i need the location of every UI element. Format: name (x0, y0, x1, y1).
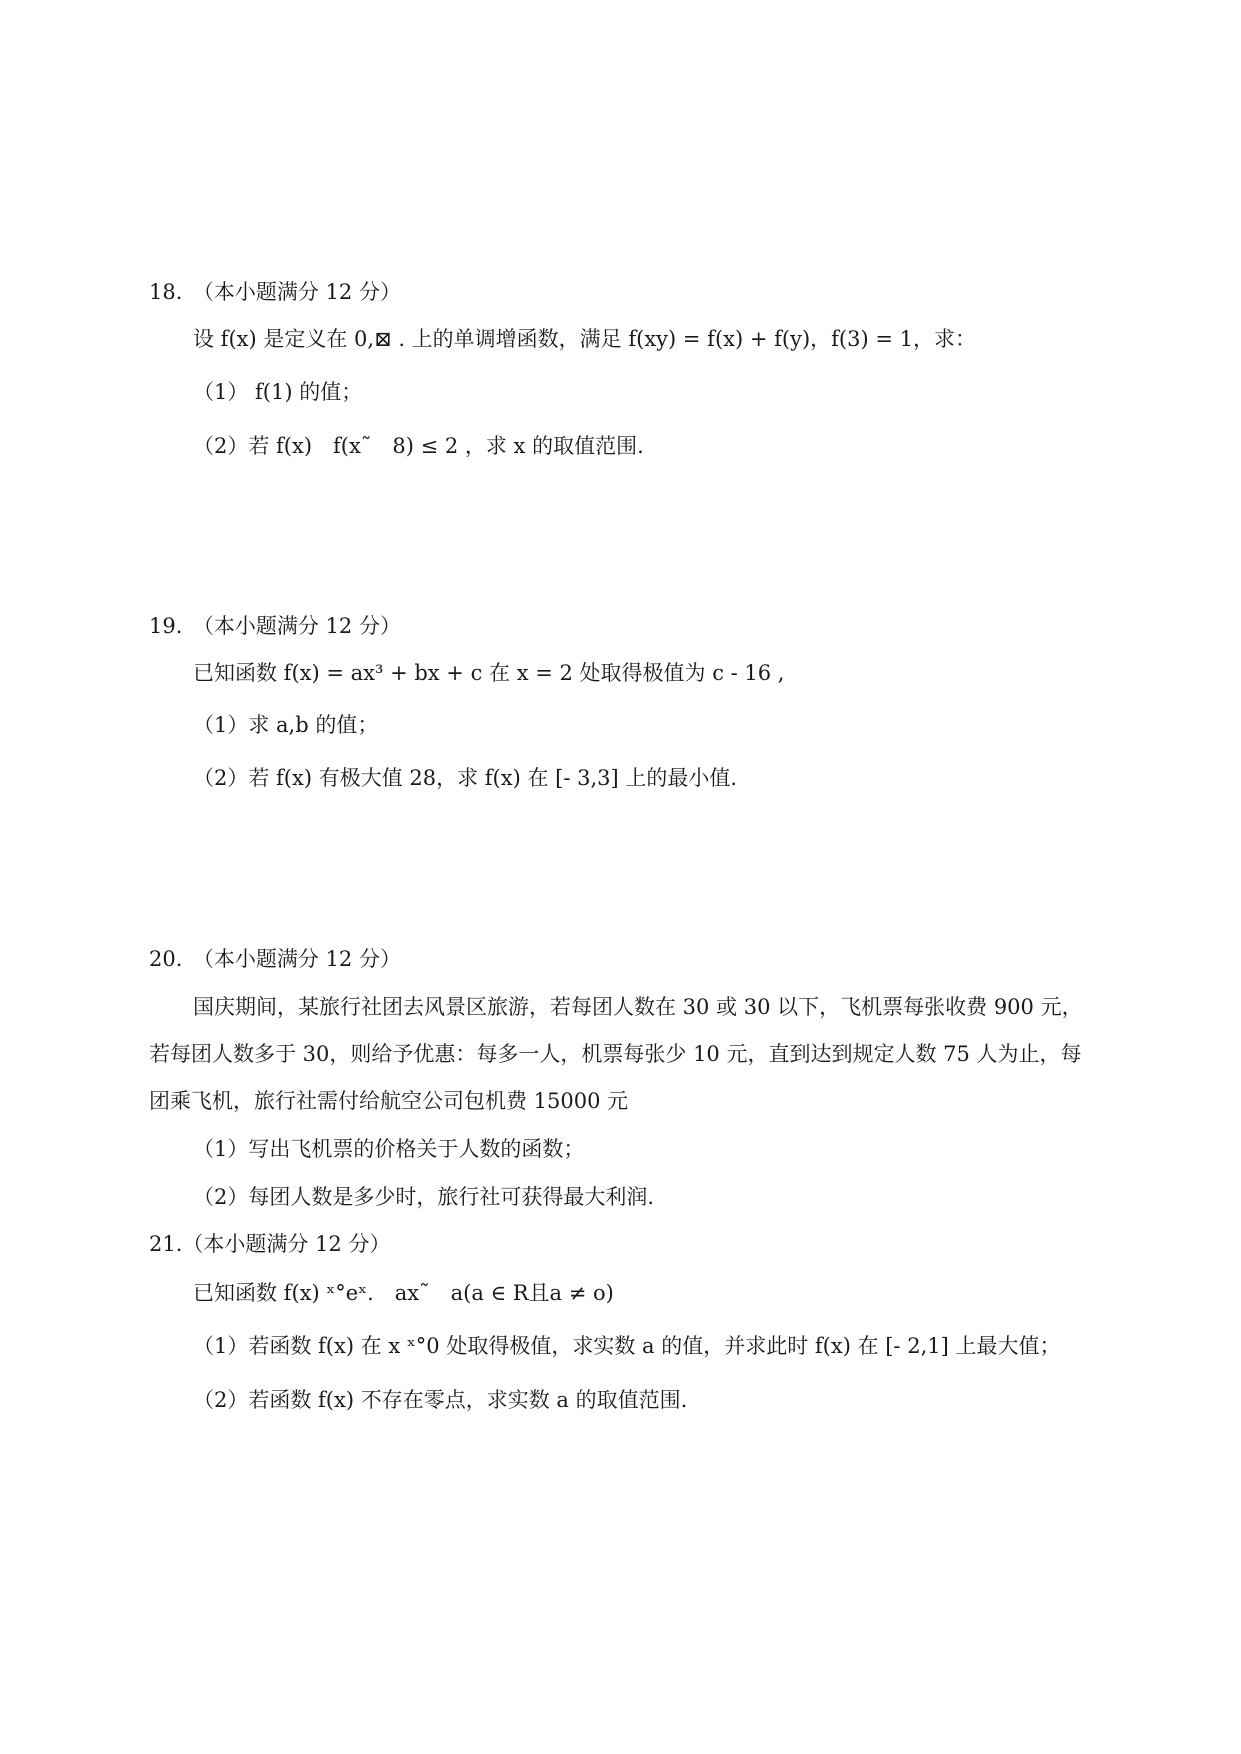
q21-part2: （2）若函数 f(x) 不存在零点，求实数 a 的取值范围. (193, 1388, 688, 1412)
q21-header: 21.（本小题满分 12 分） (149, 1232, 391, 1256)
q20-stem-line3: 团乘飞机，旅行社需付给航空公司包机费 15000 元 (149, 1089, 629, 1113)
q20-stem-line1: 国庆期间，某旅行社团去风景区旅游，若每团人数在 30 或 30 以下，飞机票每张收费 900 元， (193, 995, 1083, 1019)
q18-part1: （1） f(1) 的值； (193, 380, 363, 404)
q18-stem: 设 f(x) 是定义在 0,⊠ . 上的单调增函数，满足 f(xy) = f(x) + f(y)，f(3) = 1，求： (193, 327, 976, 351)
q20-stem-line2: 若每团人数多于 30，则给予优惠：每多一人，机票每张少 10 元，直到达到规定人数 75 人为止，每 (149, 1042, 1082, 1066)
q19-part2: （2）若 f(x) 有极大值 28，求 f(x) 在 [- 3,3] 上的最小值. (193, 766, 738, 790)
q20-part2: （2）每团人数是多少时，旅行社可获得最大利润. (193, 1185, 655, 1209)
q18-header: 18. （本小题满分 12 分） (149, 280, 401, 304)
q18-part2: （2）若 f(x) f(x˜ 8) ≤ 2 ，求 x 的取值范围. (193, 434, 644, 458)
q20-part1: （1）写出飞机票的价格关于人数的函数； (193, 1137, 585, 1161)
q20-header: 20. （本小题满分 12 分） (149, 947, 401, 971)
q21-stem: 已知函数 f(x) ˣ°eˣ. ax˜ a(a ∈ R且a ≠ o) (193, 1281, 614, 1305)
q21-part1: （1）若函数 f(x) 在 x ˣ°0 处取得极值，求实数 a 的值，并求此时 f(x) 在 [- 2,1] 上最大值； (193, 1334, 1061, 1358)
q19-stem: 已知函数 f(x) = ax³ + bx + c 在 x = 2 处取得极值为 c - 16 , (193, 661, 785, 685)
q19-header: 19. （本小题满分 12 分） (149, 614, 401, 638)
q19-part1: （1）求 a,b 的值； (193, 713, 379, 737)
